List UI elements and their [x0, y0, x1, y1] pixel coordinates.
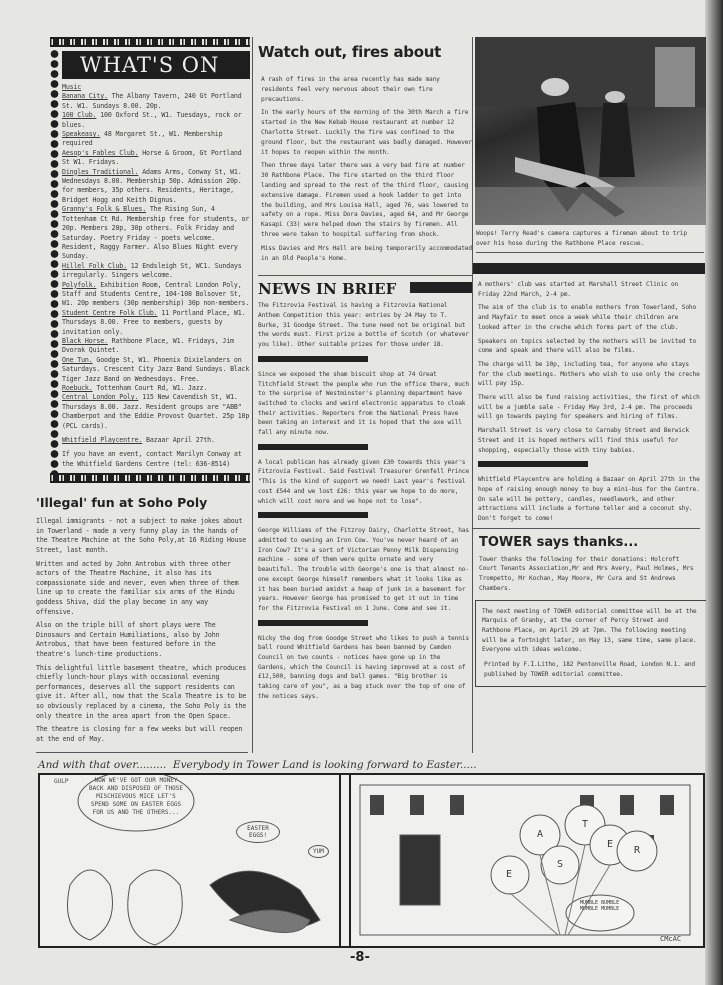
separator-bar [258, 620, 368, 626]
speech-bubble: NOW WE'VE GOT OUR MONEY BACK AND DISPOSED OF THOSE MISCHIEVOUS MICE LET'S SPEND SOME ON EASTER EGGS FOR US AND THE OTHERS... [89, 777, 183, 817]
paragraph: Also on the triple bill of short plays were The Dinosaurs and Certain Humiliations, also by John Antrobus, that have been featured before in the theatre's lunch-time productions. [36, 621, 220, 658]
paragraph: A rash of fires in the area recently has made many residents feel very nervous about their own fire precautions. [261, 76, 440, 103]
event-name: Central London Poly. [62, 393, 139, 402]
event-details: Horse & Groom, Gt Portland St W1. Fridays. [62, 148, 242, 167]
event-entry [62, 356, 250, 384]
soho-poly-article [36, 495, 248, 753]
news-right-column [478, 280, 703, 524]
cartoon-caption: And with that over......... Everybody in Tower Land is looking forward to Easter..... [38, 759, 477, 772]
balloon-letter: A [537, 829, 544, 841]
news-paragraph: There will also be fund raising activities, the first of which will be a jumble sale - Friday May 3rd, 2-4 pm. The proceeds will go towards paying for speakers and hiring of films. [478, 394, 700, 421]
dotted-border-left [50, 49, 59, 473]
balloon-letter: R [634, 845, 641, 857]
thanks-box [473, 528, 700, 600]
event-entry [62, 384, 250, 393]
news-paragraph: Whitfield Playcentre are holding a Bazaar on April 27th in the hope of raising enough money to buy a mini-bus for the Centre. On sale will be pottery, candles, needlework, and other attractions will include a fortune teller and a coconut shy. Don't forget to come! [478, 476, 700, 523]
balloon-letter: S [557, 859, 564, 871]
separator-bar [258, 444, 368, 450]
event-name: Roebuck. [62, 384, 93, 392]
event-details: Adams Arms, Conway St, W1. Wednesdays 8.00. Membership 50p. Admission 20p. for members, 35p others. Residents, Heritage, Bridget Hogg and Keith Dignus. [62, 167, 242, 204]
event-name: Whitfield Playcentre. [62, 436, 143, 445]
event-details: 12 Endsleigh St, WC1. Sundays irregularly. Singers welcome. [62, 261, 242, 280]
news-paragraph: Speakers on topics selected by the mothers will be invited to come and speak and there will also be films. [478, 337, 697, 355]
fireman-photo-image [475, 37, 706, 225]
middle-column [252, 37, 472, 753]
news-item: George Williams of the Fitzroy Dairy, Charlotte Street, has admitted to owning an Iron Cow. You've never heard of an Iron Cow? It's a sort of Victorian Penny Milk Dispensing machine - some of them were quite ornate and very beautiful. The trouble with George's one is that almost no-one except George himself remembers what it looks like as it has been buried amidst a heap of junk in a basement for years. However George has promised to get it out in time for the Fitzrovia Festival on 1 June. Come and see it. [258, 527, 469, 612]
mumble-text: MUMBLE BUMBLE MUMBLE MUMBLE [580, 900, 620, 913]
event-name: Granny's Folk & Blues. [62, 205, 147, 214]
event-entry [62, 92, 250, 111]
event-name: Dingles Traditional. [62, 167, 139, 176]
news-paragraph: The charge will be 10p, including tea, for anyone who stays for the club meetings. Mothers who wish to use only the creche will pay 15p. [478, 360, 700, 388]
contact-note: If you have an event, contact Marilyn Conway at the Whitfield Gardens Centre (tel: 636-8514) [62, 450, 242, 468]
yum-bubble: YUM [308, 845, 329, 858]
right-column [472, 37, 705, 753]
paragraph: The theatre is closing for a few weeks but will reopen at the end of May. [36, 725, 243, 743]
event-entry [62, 436, 250, 445]
event-details: Tottenham Court Rd, W1. Jazz. [92, 384, 208, 392]
balloon-letter: E [506, 869, 513, 881]
event-details: The Albany Tavern, 240 Gt Portland St. W1. Sundays 8.00. 20p. [62, 92, 242, 110]
news-item: Nicky the dog from Goodge Street who likes to push a tennis ball round Whitfield Gardens has been banned by Camden Council on two counts - notices have gone up in the Gardens, which the Council is having improved at a cost of £12,500, banning dogs and ball games. "Big brother is taking care of you", as a bag stuck over the top of one of the notices says. [258, 634, 469, 700]
meeting-text: The next meeting of TOWER editorial committee will be at the Marquis of Granby, at the corner of Percy Street and Rathbone Place, on April 29 at 7pm. The following meeting will be a fortnight later, on May 13, same time, same place. Everyone with ideas welcome. [482, 607, 697, 654]
news-item: Since we exposed the sham biscuit shop at 74 Great Titchfield Street the people who run the office there, much to the surprise of Westminster's planning department have switched to clocks and weird electronic apparatus to cloak their activities. Reporters from the National Press have been taking an interest and it is hoped that the axe will fall any minute now. [258, 370, 469, 437]
balloon-letter: T [582, 819, 589, 831]
thanks-title: TOWER says thanks... [479, 534, 639, 550]
page-columns [20, 37, 705, 753]
paragraph: Illegal immigrants - not a subject to make jokes about in Towerland - made a very funny play in the hands of the Theatre Machine at the Soho Poly,at 16 Riding House Street, last month. [36, 517, 247, 555]
news-in-brief-header [258, 275, 472, 297]
event-entry [62, 337, 250, 356]
balloon-letter: E [607, 839, 614, 851]
event-entry [62, 262, 250, 281]
event-name: One Tun. [62, 355, 93, 364]
whats-on-title: WHAT'S ON [62, 51, 250, 79]
whats-on-box [50, 37, 250, 485]
meeting-box [475, 600, 706, 687]
event-entry [62, 309, 250, 337]
event-details: The Rising Sun, 4 Tottenham Ct Rd. Membership free for students, or 20p. Members 20p, 30p others. Folk Friday and Saturday. Poetry Friday - poets welcome. Resident, Raggy Farmer. Also Blues Night every Sunday. [62, 205, 250, 261]
event-name: Polyfolk. [62, 280, 97, 289]
thanks-text: Tower thanks the following for their donations: Holcroft Court Tenants Association,Mr and Mrs Avery, Paul Holmes, Mrs Trompetto, Mr Kochan, May Moore, Mr Cura and St Andrews Chambers. [479, 555, 694, 592]
event-entry [62, 281, 250, 309]
separator-bar [258, 512, 368, 518]
event-details: Goodge St, W1. Phoenix Dixielanders on Saturdays. Crescent City Jazz Band Sundays. Black Tiger Jazz Band on Wednesdays. Free. [62, 355, 250, 383]
gulp-text: GULP [54, 778, 69, 786]
paragraph: Miss Davies and Mrs Hall are being temporarily accommodated in an Old People's Home. [261, 244, 472, 262]
page-edge-shadow [705, 0, 723, 985]
separator-bar [478, 461, 588, 467]
paragraph: In the early hours of the morning of the 30th March a fire started in the New Kebab House restaurant at number 12 Charlotte Street. Luckily the fire was confined to the ground floor, but the restaurant was badly damaged. However it hopes to reopen within the month. [261, 109, 472, 156]
whats-on-list [62, 83, 250, 473]
event-details: 115 New Cavendish St, W1. Thursdays 8.00. Jazz. Resident groups are "ABB" Chamberpot and the Eddie Provost Quartet. 25p 10p (PCL cards). [62, 393, 250, 430]
event-entry [62, 130, 250, 149]
event-name: Black Horse. [62, 336, 108, 345]
event-entry [62, 168, 250, 206]
news-paragraph: Marshall Street is very close to Carnaby Street and Berwick Street and it is hoped mothers will find this useful for shopping, especially those with tiny babies. [478, 427, 689, 454]
greek-key-border-bottom [50, 473, 250, 483]
header-bar [473, 263, 705, 274]
section-title: NEWS IN BRIEF [258, 280, 397, 299]
event-name: Hillel Folk Club. [62, 261, 127, 270]
event-details: 11 Portland Place, W1. Thursdays 8.00. Free to members, guests by invitation only. [62, 308, 246, 336]
article-body [258, 75, 472, 263]
event-name: Aesop's Fables Club. [62, 148, 139, 157]
thought-bubble: EASTER EGGS! [236, 821, 280, 843]
event-details: Rathbone Place, W1. Fridays, Jim Dvorak Quintet. [62, 336, 234, 355]
event-name: 100 Club. [62, 111, 97, 120]
article-headline: Watch out, fires about [258, 43, 441, 61]
news-item: The Fitzrovia Festival is having a Fitzrovia National Anthem Competition this year: entries by 24 May to T. Burke, 31 Goodge Street. The tune need not be original but the words must. First prize a bottle of Scotch (or whatever you like). Other suitable prizes for those under 18. [258, 302, 469, 349]
separator-bar [258, 356, 368, 362]
article-headline: 'Illegal' fun at Soho Poly [36, 495, 208, 511]
event-name: Student Centre Folk Club. [62, 308, 158, 317]
event-entry [62, 149, 250, 168]
paragraph: Written and acted by John Antrobus with three other actors of the Theatre Machine, it also has its compassionate side and never, even when three of them line up to create the familiar six arms of the Hindu goddess Shiva, did the play become in any way offensive. [36, 559, 239, 616]
event-name: Banana City. [62, 92, 108, 101]
event-entry [62, 205, 250, 261]
paragraph: This delightful little basement theatre, which produces chiefly lunch-hour plays with occasional evening performances, deserves all the support residents can give it. After all, now that the Scala Theatre is to be so obviously replaced by a cinema, the Soho Poly is the only theatre in the area apart from the Open Space. [36, 663, 247, 720]
photo-caption: Woops! Terry Read's camera captures a fireman about to trip over his hose during the Rathbone Place rescue. [476, 229, 704, 253]
music-heading: Music [62, 83, 82, 91]
event-details: 48 Margaret St., W1. Membership required [62, 130, 223, 148]
news-paragraph: A mothers' club was started at Marshall Street Clinic on Friday 22nd March, 2-4 pm. [478, 281, 679, 298]
printer-credit: Printed by F.I.Litho, 182 Pentonville Road, London N.1. and published by TOWER editorial committee. [484, 661, 695, 678]
fireman-photo [475, 37, 706, 225]
event-name: Speakeasy. [62, 130, 101, 139]
left-column [20, 37, 252, 753]
greek-key-border-top [50, 37, 250, 47]
news-item: A local publican has already given £30 towards this year's Fitzrovia Festival. Said Festival Treasurer Grenfell Prince "This is the kind of support we need! Last year's festival cost £544 and we lost £26: this year we hope to do more, which will cost more and we hope not to lose". [258, 458, 469, 505]
article-body [36, 517, 248, 744]
artist-signature: CMcAC [660, 935, 682, 944]
event-entry [62, 393, 250, 431]
news-middle-column [258, 301, 471, 701]
event-details: 100 Oxford St., W1. Tuesdays, rock or blues. [62, 111, 242, 129]
event-entry [62, 111, 250, 130]
event-details: Exhibition Room, Central London Poly, Staff and Students Centre, 104-108 Bolsover St, W1. 20p members (30p membership) 30p non-members. [62, 280, 250, 308]
event-details: Bazaar April 27th. [142, 436, 215, 445]
header-bar [410, 282, 472, 293]
page-number: -8- [350, 950, 370, 966]
fires-article [258, 37, 472, 273]
paragraph: Then three days later there was a very bad fire at number 30 Rathbone Place. The fire started on the third floor landing and spread to the rest of the third floor, causing extensive damage. Firemen used a hook ladder to get into the building, and Mrs Louisa Hall, aged 76, was lowered to safety on a rope. Miss Dora Davies, aged 64, and Mr George Kasapi (33) were helped down the stairs by firemen. All three were taken to hospital suffering from shock. [261, 162, 469, 238]
news-paragraph: The aim of the club is to enable mothers from Towerland, Soho and Mayfair to meet once a week while their children are looked after in the creche which forms part of the club. [478, 304, 697, 331]
easter-cartoon [38, 773, 705, 948]
